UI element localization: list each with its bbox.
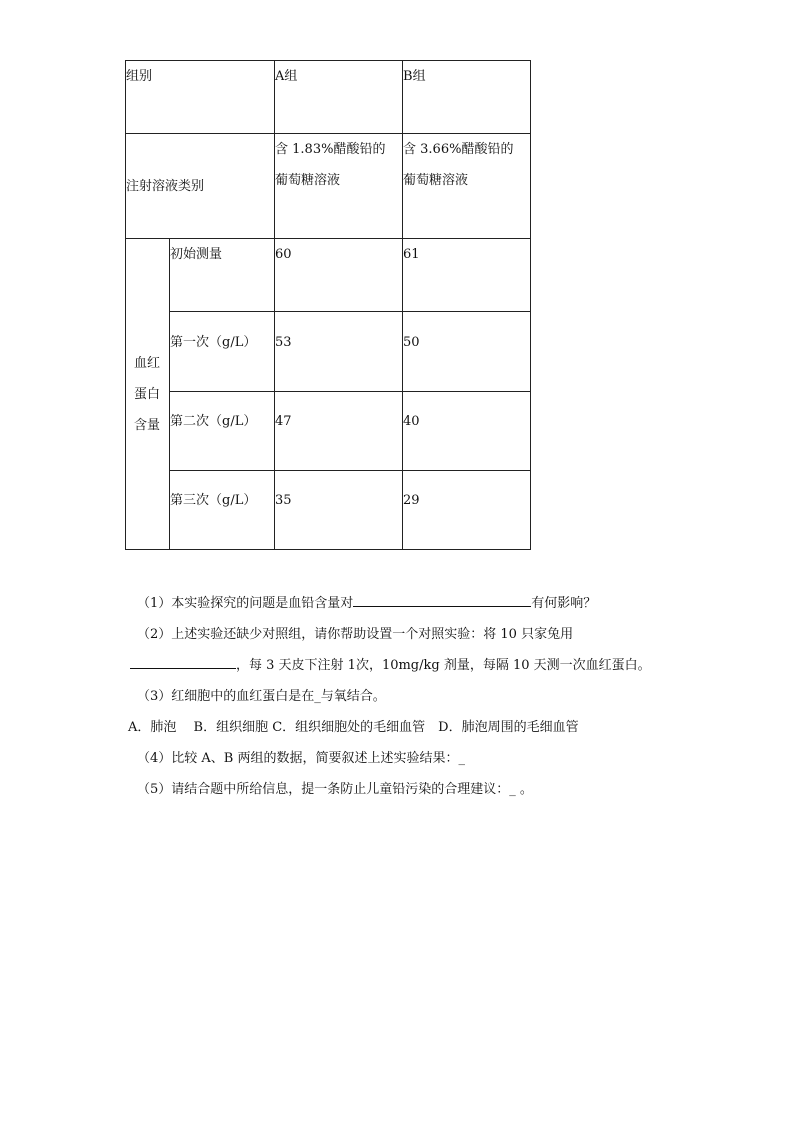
- header-a-text: A组: [275, 69, 298, 84]
- table-header-row: [126, 61, 531, 134]
- answer-blank-1[interactable]: [353, 591, 531, 607]
- value-b-cell: [403, 392, 531, 471]
- injection-b-line1: 含 3.66%醋酸铅的: [403, 142, 514, 157]
- hemoglobin-label-part: 蛋白: [134, 386, 161, 402]
- question-2-suffix: ，每 3 天皮下注射 1次，10mg/kg 剂量，每隔 10 天测一次血红蛋白。: [236, 658, 651, 673]
- row-label-cell: [170, 312, 275, 392]
- row-label-cell: [170, 239, 275, 312]
- row-label-cell: [170, 471, 275, 550]
- header-b-text: B组: [403, 69, 426, 84]
- question-2-line1: （2）上述实验还缺少对照组，请你帮助设置一个对照实验：将 10 只家兔用: [137, 627, 574, 642]
- injection-label: 注射溶液类别: [126, 178, 205, 194]
- value-b: 29: [403, 493, 420, 508]
- header-group-label: [126, 61, 275, 134]
- value-b-cell: [403, 471, 531, 550]
- header-group-b: [403, 61, 531, 134]
- value-a: 53: [275, 335, 292, 350]
- injection-b-cell: [403, 134, 531, 239]
- question-1-prefix: （1）本实验探究的问题是血铅含量对: [137, 596, 354, 611]
- value-a: 60: [275, 247, 292, 262]
- value-a-cell: [275, 239, 403, 312]
- question-3: （3）红细胞中的血红蛋白是在_与氧结合。: [137, 689, 386, 704]
- table-row: [126, 471, 531, 550]
- value-a: 35: [275, 493, 292, 508]
- table-row: [126, 239, 531, 312]
- row-label: 初始测量: [170, 247, 223, 262]
- value-b-cell: [403, 312, 531, 392]
- table-row: [126, 392, 531, 471]
- value-b: 61: [403, 247, 420, 262]
- row-label: 第三次（g/L）: [170, 493, 257, 508]
- injection-a-cell: [275, 134, 403, 239]
- table-row-injection: [126, 134, 531, 239]
- row-label: 第一次（g/L）: [170, 335, 257, 350]
- question-1: [130, 588, 690, 619]
- question-1-suffix: 有何影响？: [531, 596, 597, 611]
- question-3-options: A．肺泡 B．组织细胞 C．组织细胞处的毛细血管 D．肺泡周围的毛细血管: [128, 720, 579, 735]
- experiment-table: [125, 60, 531, 550]
- hemoglobin-label-part: 血红: [134, 355, 161, 371]
- header-group-a: [275, 61, 403, 134]
- injection-a-line2: 葡萄糖溶液: [275, 173, 341, 188]
- value-b: 40: [403, 414, 420, 429]
- value-b: 50: [403, 335, 420, 350]
- value-a-cell: [275, 471, 403, 550]
- header-group-text: 组别: [126, 69, 153, 84]
- row-label: 第二次（g/L）: [170, 414, 257, 429]
- value-b-cell: [403, 239, 531, 312]
- question-list: [130, 588, 690, 805]
- value-a-cell: [275, 312, 403, 392]
- injection-label-cell: [126, 134, 275, 239]
- injection-a-line1: 含 1.83%醋酸铅的: [275, 142, 386, 157]
- question-5: （5）请结合题中所给信息，提一条防止儿童铅污染的合理建议：_ 。: [137, 782, 533, 797]
- value-a-cell: [275, 392, 403, 471]
- question-4: （4）比较 A、B 两组的数据，简要叙述上述实验结果：_: [137, 751, 465, 766]
- hemoglobin-label-part: 含量: [134, 417, 161, 433]
- answer-blank-2[interactable]: [130, 653, 236, 669]
- row-label-cell: [170, 392, 275, 471]
- question-2-line2: [130, 650, 690, 681]
- hemoglobin-label-cell: [126, 239, 170, 550]
- injection-b-line2: 葡萄糖溶液: [403, 173, 469, 188]
- value-a: 47: [275, 414, 292, 429]
- table-row: [126, 312, 531, 392]
